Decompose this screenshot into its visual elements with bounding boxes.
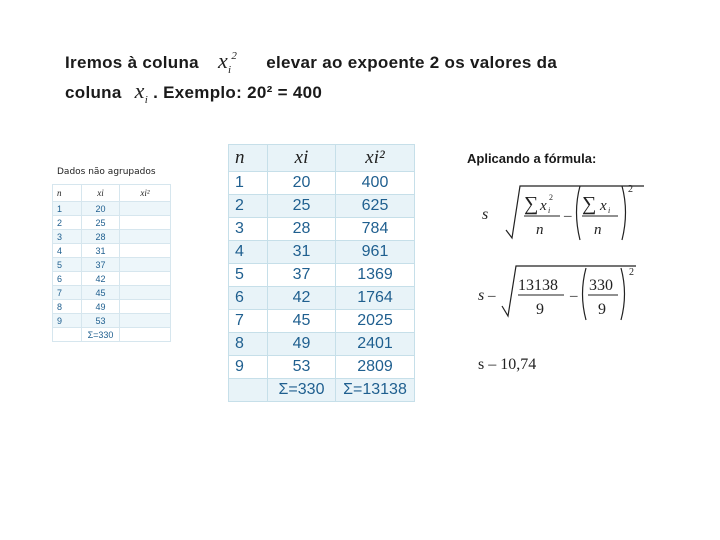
table-row: 2 25	[53, 216, 171, 230]
table-row: 3 28 784	[229, 218, 415, 241]
denominator-2: 9	[598, 301, 606, 318]
formula-numeric	[474, 262, 644, 324]
numerator-1: 13138	[518, 277, 558, 294]
table-row: 3 28	[53, 230, 171, 244]
header-line-2	[65, 78, 322, 104]
svg-text:2: 2	[549, 193, 553, 202]
col-xi-header: xi	[82, 185, 120, 202]
table-row: 5 37 1369	[229, 264, 415, 287]
svg-text:x: x	[540, 198, 547, 214]
header-text-2b: . Exemplo: 20² = 400	[153, 83, 323, 102]
col-xi2-header: xi²	[120, 185, 171, 202]
small-table-caption: Dados não agrupados	[57, 167, 156, 177]
table-row: 5 37	[53, 258, 171, 272]
big-total-xi2: Σ=13138	[336, 379, 415, 402]
big-table	[228, 144, 415, 402]
table-row: 7 45 2025	[229, 310, 415, 333]
header-text-1a: Iremos à coluna	[65, 53, 199, 72]
svg-text:i: i	[608, 206, 611, 215]
header-text-2a: coluna	[65, 83, 122, 102]
col-n-header: n	[53, 185, 82, 202]
svg-text:s: s	[478, 287, 485, 304]
small-table	[52, 184, 171, 342]
big-table-header	[229, 145, 415, 172]
header-text-1b: elevar ao expoente 2 os valores da	[266, 53, 558, 72]
svg-text:–: –	[570, 288, 578, 304]
table-row: 4 31	[53, 244, 171, 258]
s-symbol: s	[482, 206, 489, 223]
big-total-xi: Σ=330	[268, 379, 336, 402]
svg-text:x: x	[600, 198, 607, 214]
svg-text:2: 2	[628, 184, 633, 195]
table-row: 6 42 1764	[229, 287, 415, 310]
sum-icon: ∑	[524, 193, 539, 215]
svg-text:n: n	[594, 222, 602, 238]
formula-result: s – 10,74	[478, 356, 537, 373]
table-row: 1 20 400	[229, 172, 415, 195]
table-total-row	[53, 328, 171, 342]
table-row: 2 25 625	[229, 195, 415, 218]
col-xi-header: xi	[268, 145, 336, 172]
table-total-row	[229, 379, 415, 402]
table-row: 1 20	[53, 202, 171, 216]
svg-text:n: n	[536, 222, 544, 238]
col-n-header: n	[229, 145, 268, 172]
denominator-1: 9	[536, 301, 544, 318]
table-row: 8 49 2401	[229, 333, 415, 356]
table-row: 9 53 2809	[229, 356, 415, 379]
formula-title: Aplicando a fórmula:	[467, 151, 597, 166]
table-row: 8 49	[53, 300, 171, 314]
svg-text:–: –	[564, 208, 572, 224]
small-table-header	[53, 185, 171, 202]
svg-text:2: 2	[629, 267, 634, 278]
formula-symbolic	[478, 178, 648, 248]
header-line-1	[65, 48, 557, 74]
table-row: 6 42	[53, 272, 171, 286]
small-total-xi: Σ=330	[82, 328, 120, 342]
svg-text:–: –	[488, 288, 496, 304]
table-row: 4 31 961	[229, 241, 415, 264]
xi-symbol: $x_i$	[134, 78, 149, 106]
col-xi2-header: xi²	[336, 145, 415, 172]
svg-text:i: i	[548, 206, 551, 215]
numerator-2: 330	[589, 277, 613, 294]
table-row: 9 53	[53, 314, 171, 328]
sum-icon: ∑	[582, 193, 597, 215]
xi-squared-symbol: $x_i^2$	[217, 48, 238, 76]
table-row: 7 45	[53, 286, 171, 300]
